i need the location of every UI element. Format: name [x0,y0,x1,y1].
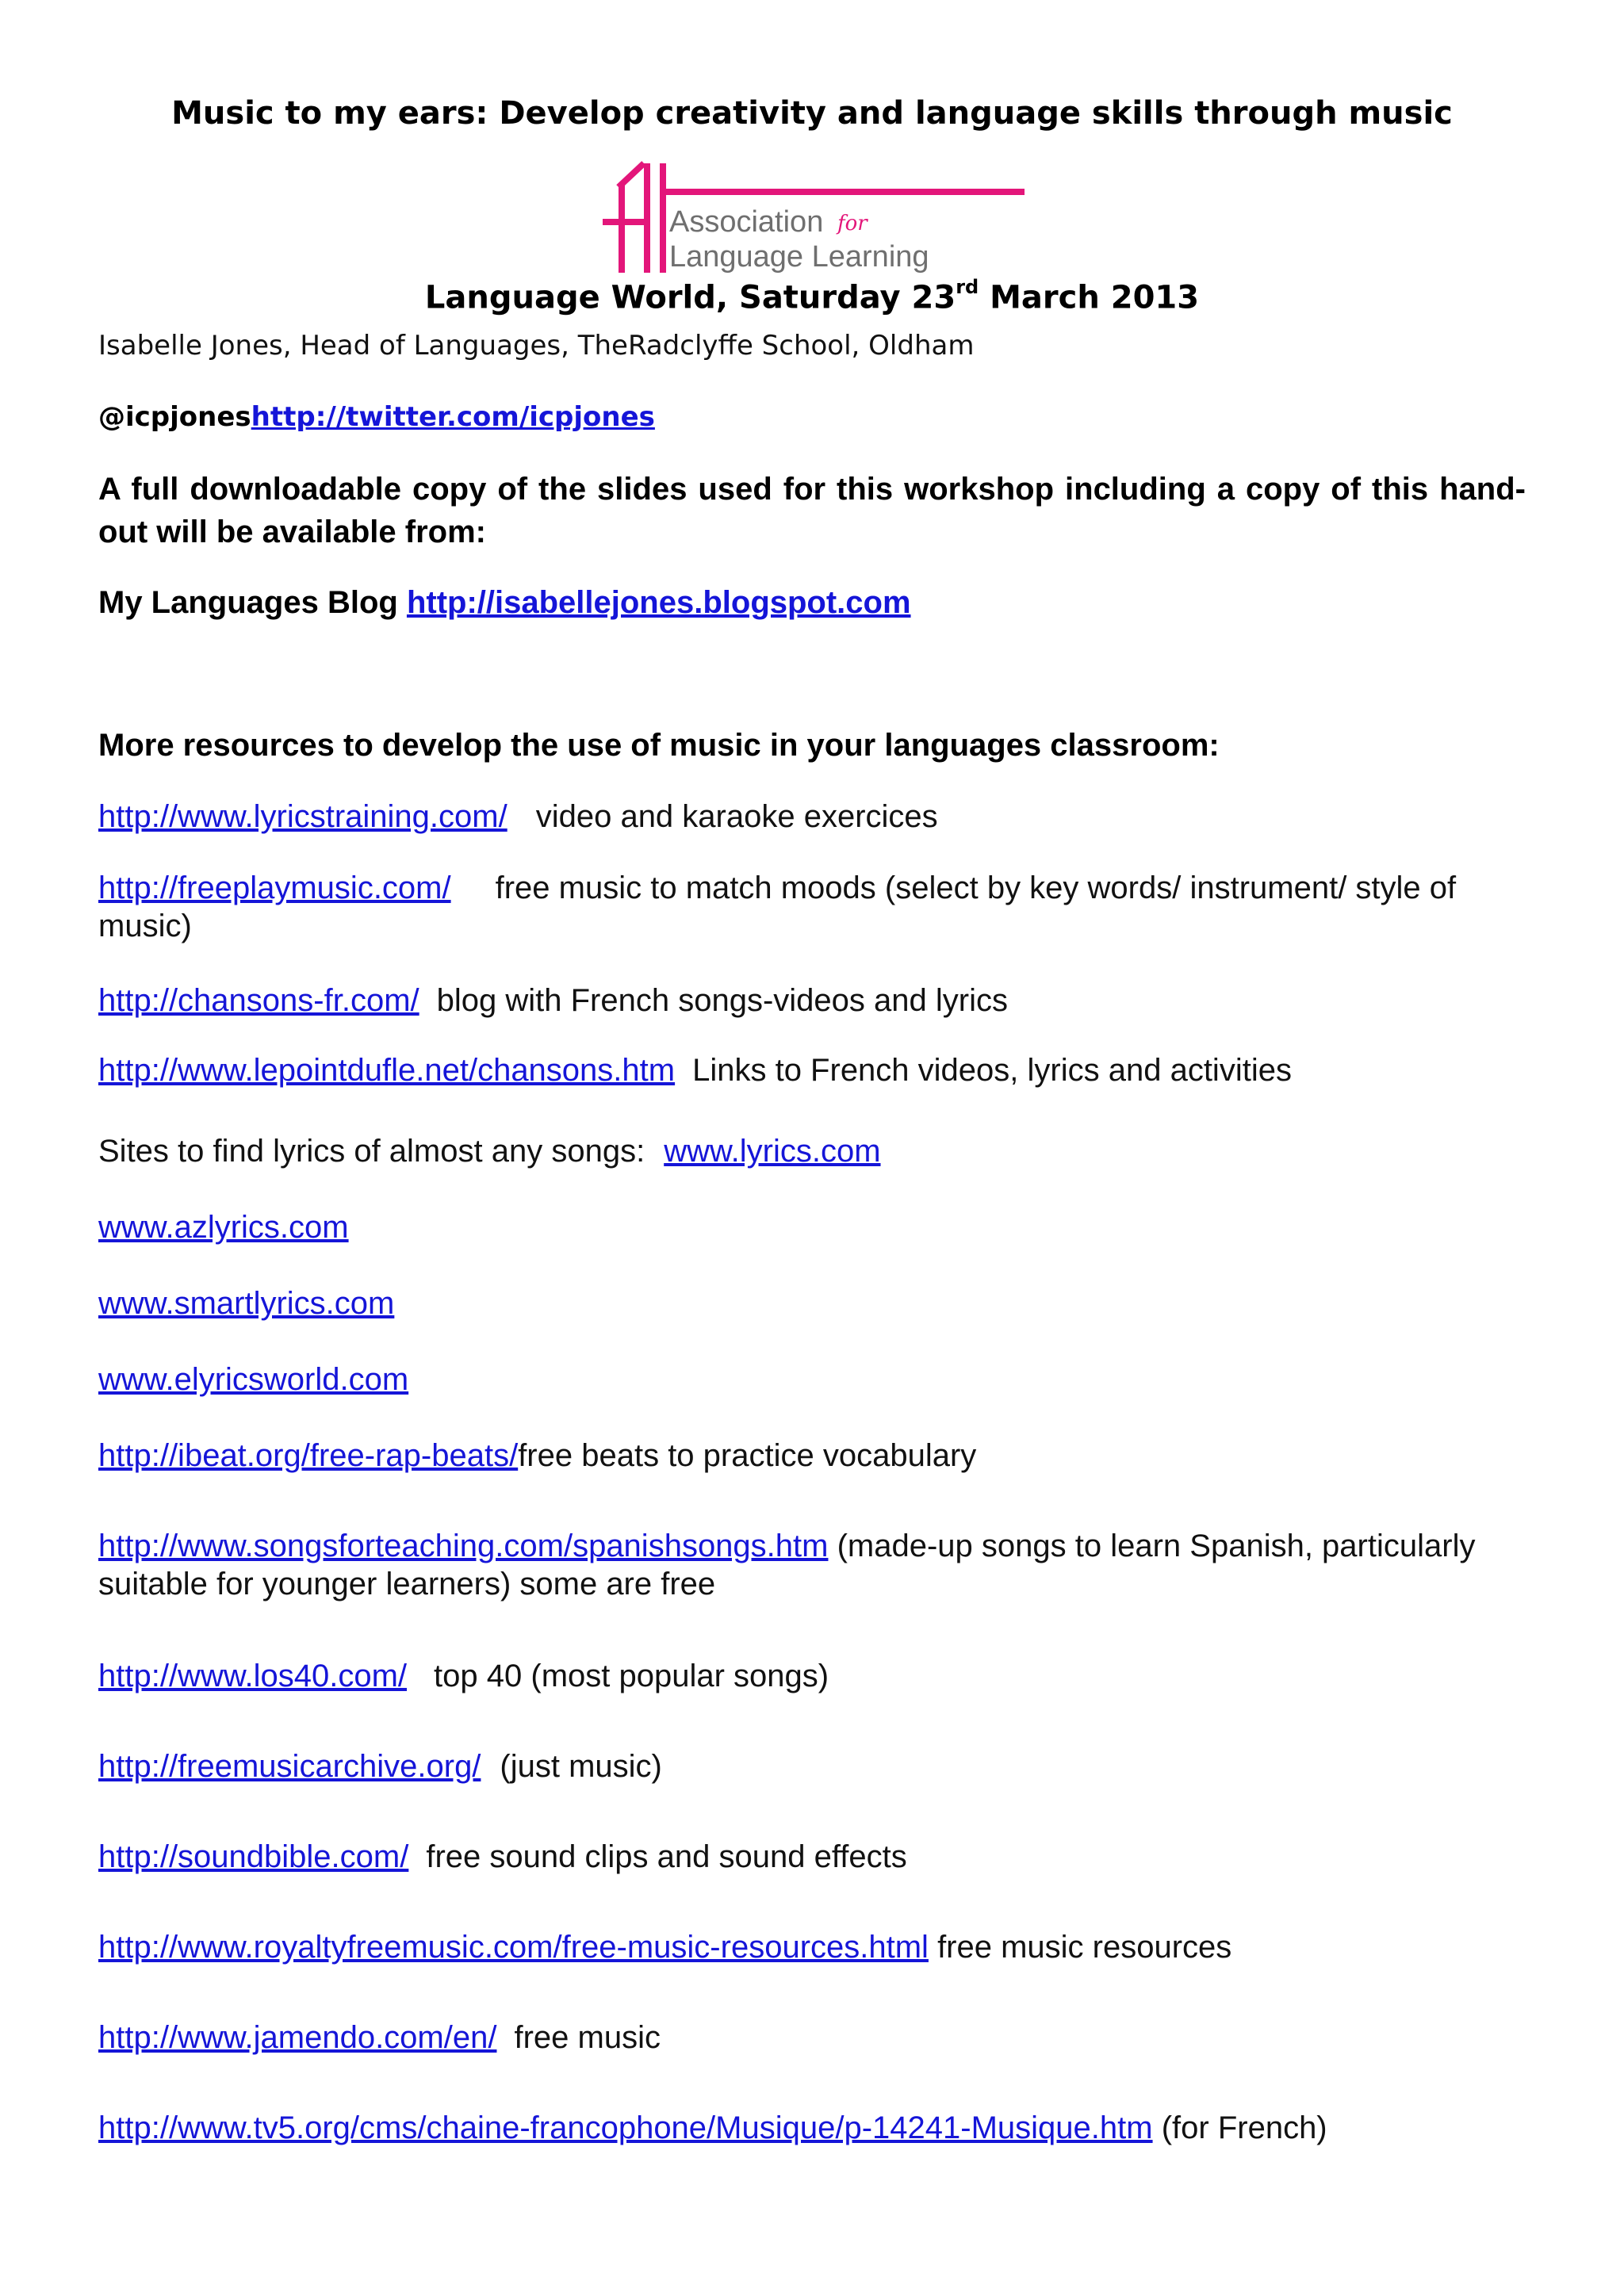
resource-desc: (for French) [1161,2110,1327,2145]
resource-item [98,2109,1526,2147]
resource-link[interactable]: www.lyrics.com [664,1134,881,1169]
logo-text-for: for [837,212,868,235]
resource-link[interactable]: http://www.los40.com/ [98,1659,408,1693]
resource-link[interactable]: http://www.lyricstraining.com/ [98,799,508,834]
resource-desc: free beats to practice vocabulary [518,1438,977,1473]
event-subtitle: Language World, Saturday 23rd March 2013 [424,276,1200,316]
twitter-link[interactable]: http://twitter.com/icpjones [251,401,655,433]
resource-link[interactable]: http://freemusicarchive.org/ [98,1749,481,1784]
blog-line [98,585,911,621]
resource-item [98,1747,1526,1785]
resource-link[interactable]: http://www.songsforteaching.com/spanishsongs.htm [98,1529,829,1563]
blog-label: My Languages Blog [98,585,407,620]
resource-desc: top 40 (most popular songs) [434,1659,829,1693]
resource-item [98,1527,1526,1603]
resource-item [98,1208,1526,1246]
resource-item [98,2019,1526,2057]
resource-link[interactable]: www.elyricsworld.com [98,1362,409,1397]
resource-link[interactable]: http://www.lepointdufle.net/chansons.htm [98,1053,676,1088]
resource-item [98,1132,1526,1170]
resource-desc: (just music) [500,1749,662,1784]
resource-link[interactable]: http://soundbible.com/ [98,1839,409,1874]
resource-link[interactable]: www.smartlyrics.com [98,1286,395,1321]
resource-link[interactable]: http://www.royaltyfreemusic.com/free-music-resources.html [98,1930,929,1965]
resource-link[interactable]: http://chansons-fr.com/ [98,983,419,1018]
resource-desc: free music [514,2020,661,2055]
resource-item [98,1437,1526,1475]
resource-desc: video and karaoke exercices [535,799,938,834]
resource-item [98,1360,1526,1399]
resource-desc: free music to match moods (select by key words/ instrument/ style of music) [98,871,1457,943]
resource-link[interactable]: http://www.tv5.org/cms/chaine-francophone/Musique/p-14241-Musique.htm [98,2110,1153,2145]
resource-desc: free music resources [937,1930,1232,1965]
twitter-line [98,401,655,433]
resource-prefix: Sites to find lyrics of almost any songs: [98,1134,645,1169]
resource-desc: Links to French videos, lyrics and activities [692,1053,1292,1088]
intro-paragraph: A full downloadable copy of the slides used for this workshop including a copy of this hand-out will be available from: [98,472,1526,549]
resource-link[interactable]: http://ibeat.org/free-rap-beats/ [98,1438,519,1473]
resource-link[interactable]: http://freeplaymusic.com/ [98,871,451,905]
resource-link[interactable]: www.azlyrics.com [98,1210,349,1245]
resource-item [98,1051,1526,1089]
resource-item [98,1928,1526,1966]
all-logo [603,155,1031,282]
resource-item [98,982,1526,1020]
blog-link[interactable]: http://isabellejones.blogspot.com [406,585,911,620]
twitter-handle: @icpjones [98,401,251,433]
resource-item [98,1838,1526,1876]
logo-text-association: Association [669,205,824,239]
resource-link[interactable]: http://www.jamendo.com/en/ [98,2020,497,2055]
resources-heading: More resources to develop the use of music in your languages classroom: [98,728,1220,763]
resource-item [98,1284,1526,1322]
resource-item [98,798,1526,836]
ordinal-suffix: rd [956,276,979,298]
resource-item [98,869,1526,945]
author-line: Isabelle Jones, Head of Languages, TheRadclyffe School, Oldham [98,330,975,362]
resource-desc: blog with French songs-videos and lyrics [436,983,1008,1018]
resource-desc: (made-up songs to learn Spanish, particularly suitable for younger learners) some are free [98,1529,1476,1601]
document-title: Music to my ears: Develop creativity and language skills through music [171,95,1453,132]
logo-text-language-learning: Language Learning [669,240,929,274]
resource-item [98,1657,1526,1695]
resource-desc: free sound clips and sound effects [426,1839,907,1874]
